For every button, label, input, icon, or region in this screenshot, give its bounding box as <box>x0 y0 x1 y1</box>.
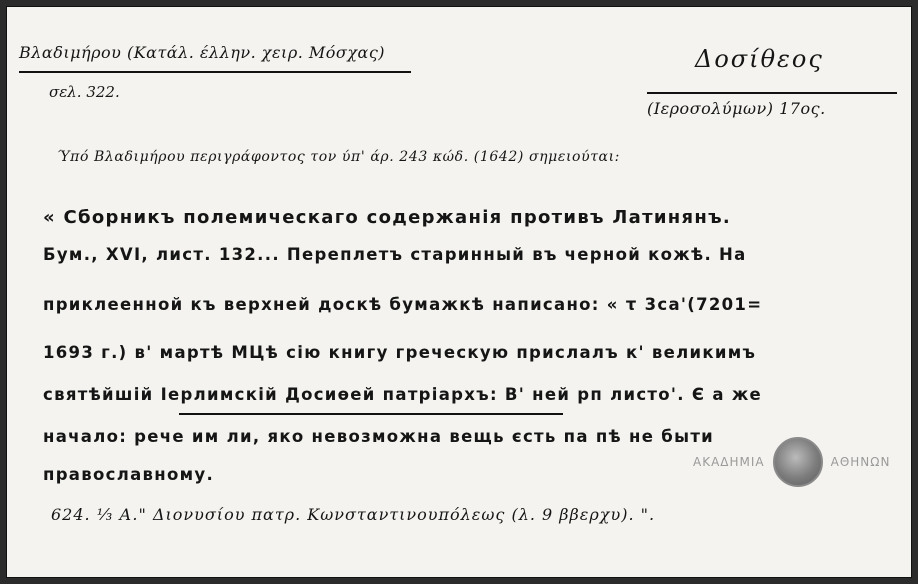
header-right-underline <box>647 92 897 94</box>
index-card <box>6 6 912 578</box>
body-line: Бум., XVI, лист. 132... Переплетъ старинный въ черной кожѣ. На <box>43 245 747 264</box>
athena-seal-icon <box>773 437 823 487</box>
body-line: православному. <box>43 465 215 484</box>
body-line: « Сборникъ полемическаго содержанія противъ Латинянъ. <box>43 207 732 228</box>
academy-stamp <box>693 437 890 487</box>
body-line: 1693 г.) в' мартѣ МЦѣ сію книгу греческую прислалъ к' великимъ <box>43 343 757 362</box>
header-left-underline <box>19 71 411 73</box>
body-line: приклеенной къ верхней доскѣ бумажкѣ написано: « τ 3ca'(7201= <box>43 295 763 314</box>
page-reference: σελ. 322. <box>49 83 120 101</box>
stamp-left-text: ΑΚΑΔΗΜΙΑ <box>693 455 765 469</box>
footnote-entry: 624. ⅓ А." Διονυσίου πατρ. Κωνσταντινουπόλεως (λ. 9 ββερχυ). ". <box>51 505 656 524</box>
header-person-name: Δοσίθεος <box>695 45 824 73</box>
intro-note: Ύπό Βλαδιμήρου περιγράφοντος τον ύπ' άρ. 243 κώδ. (1642) σημειούται: <box>57 149 620 165</box>
header-source-title: Βλαδιμήρου (Κατάλ. έλλην. χειρ. Μόσχας) <box>19 43 386 62</box>
header-person-subtitle: (Ιεροσολύμων) 17ος. <box>647 99 826 118</box>
stamp-right-text: ΑΘΗΝΩΝ <box>830 455 891 469</box>
body-line: святѣйшій Іерлимскій Досиѳей патріархъ: В' ней рп листо'. Є а же <box>43 385 763 404</box>
body-line: начало: рече им ли, яко невозможна вещь єсть па пѣ не быти <box>43 427 715 446</box>
underline-mark <box>179 413 563 415</box>
